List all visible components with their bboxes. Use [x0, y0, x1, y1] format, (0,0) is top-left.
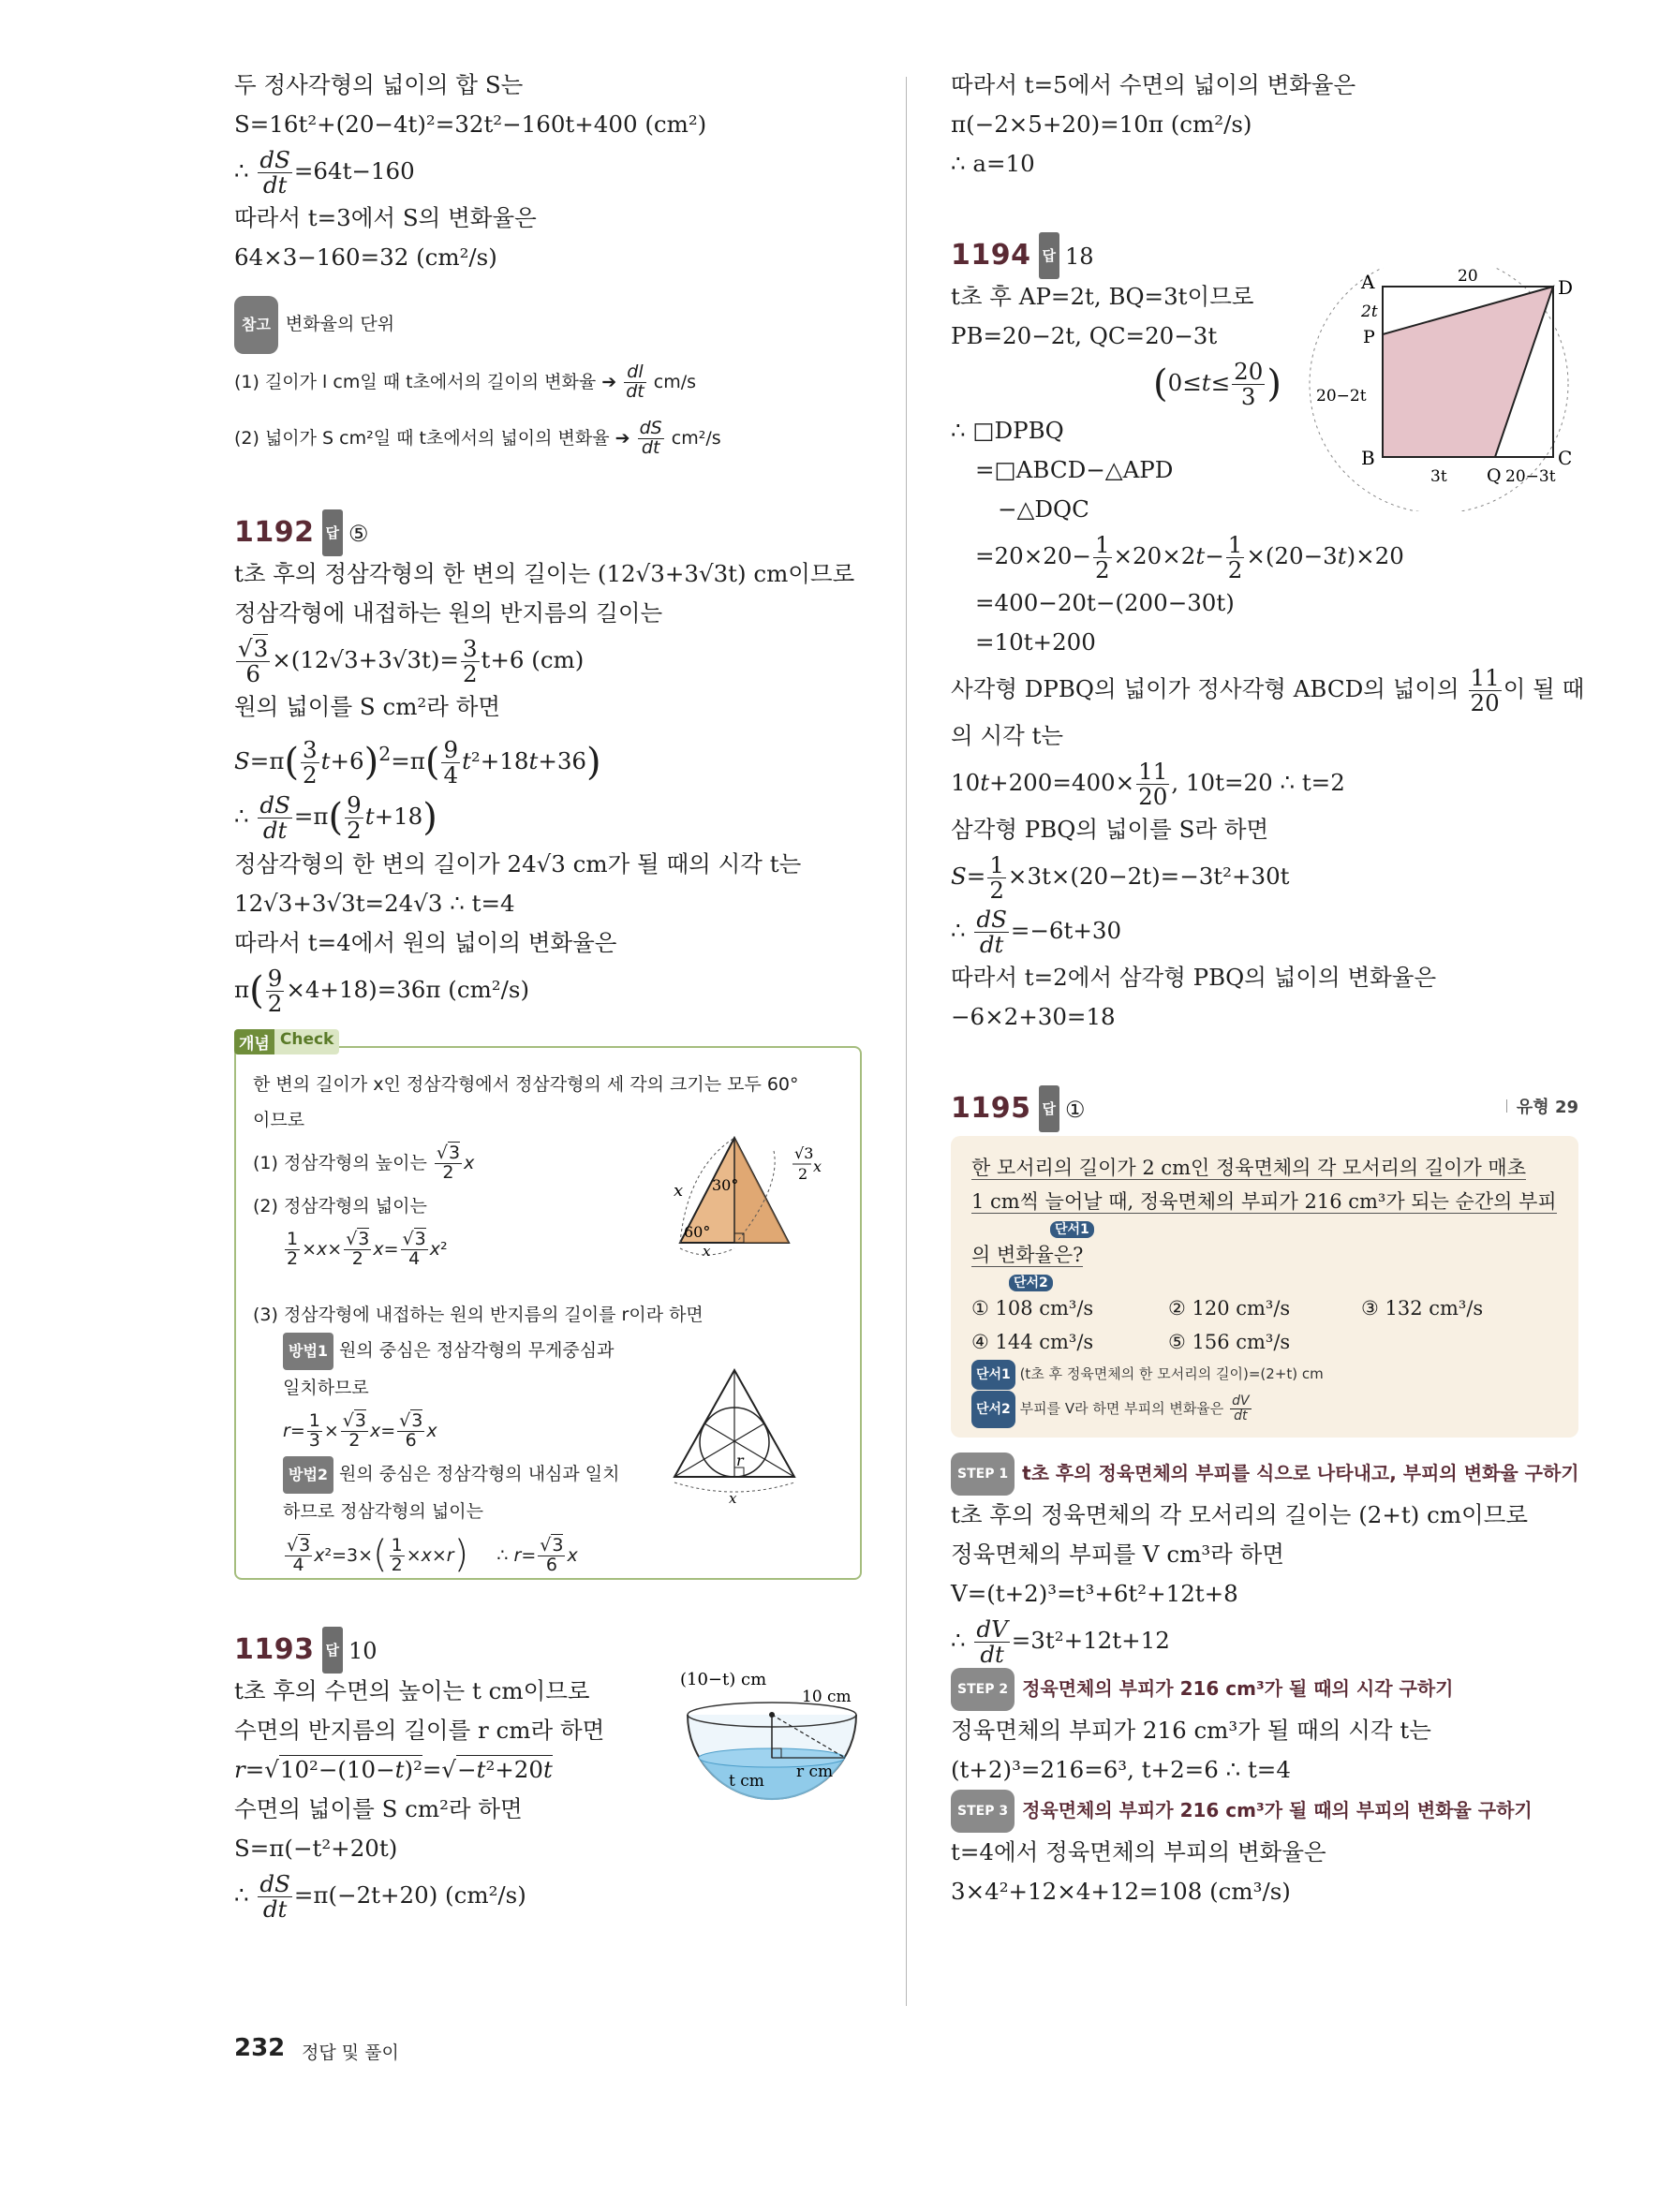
s3-line-1: t=4에서 정육면체의 부피의 변화율은: [951, 1838, 1326, 1865]
method-1-formula: r= $\frac{1}{3}$ × $\frac{√3}{2}$ x= $\frac{√3}{6}$ x: [283, 1410, 437, 1452]
check-line-2: 이므로: [253, 1110, 305, 1131]
concept-check-tag: 개념 Check: [234, 1029, 339, 1054]
svg-text:60°: 60°: [684, 1223, 711, 1242]
method-2-tag: 방법2: [283, 1456, 333, 1494]
note-title: 변화율의 단위: [285, 314, 395, 334]
option-1[interactable]: ① 108 cm³/s: [971, 1297, 1094, 1320]
svg-text:C: C: [1558, 447, 1573, 469]
svg-text:x: x: [674, 1181, 684, 1202]
step-1-heading: STEP 1 t초 후의 정육면체의 부피를 식으로 나타내고, 부피의 변화율 구하기: [951, 1453, 1578, 1496]
p1192-line-2: 정삼각형에 내접하는 원의 반지름의 길이는: [234, 599, 663, 627]
p1193-line-5: S=π(−t²+20t): [234, 1835, 398, 1863]
option-2[interactable]: ② 120 cm³/s: [1168, 1297, 1291, 1320]
svg-text:D: D: [1558, 276, 1574, 299]
p1194-line-10: 사각형 DPBQ의 넓이가 정사각형 ABCD의 넓이의 $\frac{11}{20}$ 이 될 때: [951, 664, 1585, 716]
svg-text:r: r: [736, 1452, 744, 1470]
svg-text:10 cm: 10 cm: [802, 1688, 852, 1707]
step-2-heading: STEP 2 정육면체의 부피가 216 cm³가 될 때의 시각 구하기: [951, 1668, 1578, 1711]
check-item-2: (2) 정삼각형의 넓이는: [253, 1196, 427, 1217]
intro-line-1: 두 정사각형의 넓이의 합 S는: [234, 71, 524, 98]
hint-2-line: 단서2 부피를 V라 하면 부피의 변화율은 $\frac{dV}{dt}$: [971, 1390, 1558, 1428]
p1192-line-8: 12√3+3√3t=24√3 ∴ t=4: [234, 890, 515, 918]
p1194-body: [951, 268, 1585, 1037]
p1194-line-14: S= $\frac{1}{2}$ ×3t×(20−2t)=−3t²+30t: [951, 851, 1290, 904]
svg-text:x: x: [813, 1158, 822, 1176]
problem-1193-header: 1193 답 10: [234, 1627, 862, 1672]
problem-1192-header: 1192 답 ⑤: [234, 509, 862, 554]
page-label: 정답 및 풀이: [302, 2042, 399, 2063]
s2-line-1: 정육면체의 부피가 216 cm³가 될 때의 시각 t는: [951, 1717, 1431, 1744]
inscribed-circle-figure: [669, 1364, 828, 1505]
p1194-line-7: =20×20− $\frac{1}{2}$ ×20×2t− $\frac{1}{2}$ ×(20−3t)×20: [975, 531, 1404, 583]
note-block: [234, 296, 862, 466]
svg-text:r cm: r cm: [796, 1762, 834, 1782]
svg-text:x: x: [729, 1490, 737, 1506]
svg-text:20−2t: 20−2t: [1316, 387, 1367, 406]
p1194-line-12: 10t+200=400× $\frac{11}{20}$ , 10t=20 ∴ t=2: [951, 758, 1345, 810]
p1193-line-2: 수면의 반지름의 길이를 r cm라 하면: [234, 1717, 605, 1745]
method-2-line-b: 하므로 정삼각형의 넓이는: [283, 1501, 483, 1523]
p1194-line-6: −△DQC: [998, 495, 1089, 523]
p1194-line-9: =10t+200: [975, 628, 1096, 656]
method-1-line-a: 방법1 원의 중심은 정삼각형의 무게중심과: [253, 1333, 843, 1370]
problem-1194-header: 1194 답 18: [951, 232, 1578, 277]
p1194-line-11: 의 시각 t는: [951, 722, 1064, 749]
p1194-line-15: ∴ $\frac{dS}{dt}$ =−6t+30: [951, 906, 1122, 958]
check-item-1: (1) 정삼각형의 높이는 $\frac{√3}{2}$ x: [253, 1143, 475, 1184]
column-divider: [906, 77, 907, 2006]
check-item-2-formula: $\frac{1}{2}$ ×x× $\frac{√3}{2}$ x= $\frac{√3}{4}$ x²: [287, 1229, 448, 1270]
svg-text:Q: Q: [1487, 465, 1502, 486]
p1192-line-7: 정삼각형의 한 변의 길이가 24√3 cm가 될 때의 시각 t는: [234, 850, 802, 878]
p1193-line-4: 수면의 넓이를 S cm²라 하면: [234, 1795, 523, 1823]
svg-text:2t: 2t: [1361, 302, 1378, 321]
left-column: [234, 66, 862, 1923]
s3-line-2: 3×4²+12×4+12=108 (cm³/s): [951, 1878, 1291, 1905]
option-4[interactable]: ④ 144 cm³/s: [971, 1331, 1094, 1353]
square-abcd-figure: [1303, 268, 1584, 511]
check-line-1: 한 변의 길이가 x인 정삼각형에서 정삼각형의 세 각의 크기는 모두 60°: [253, 1074, 799, 1096]
p1192-line-6: ∴ $\frac{dS}{dt}$ =π( $\frac{9}{2}$ t+18): [234, 791, 437, 845]
intro-line-3: ∴ $\frac{dS}{dt}$ =64t−160: [234, 146, 415, 199]
page-number: 232: [234, 2034, 286, 2062]
p1193-line-1: t초 후의 수면의 높이는 t cm이므로: [234, 1677, 590, 1705]
right-top-line-3: ∴ a=10: [951, 150, 1035, 177]
p1192-line-10: π( $\frac{9}{2}$ ×4+18)=36π (cm²/s): [234, 965, 530, 1018]
svg-text:x: x: [703, 1243, 711, 1261]
p1192-line-3: $\frac{√3}{6}$ ×(12√3+3√3t)= $\frac{3}{2}$ t+6 (cm): [238, 635, 585, 687]
p1193-line-6: ∴ $\frac{dS}{dt}$ =π(−2t+20) (cm²/s): [234, 1870, 526, 1924]
note-item-1: (1) 길이가 l cm일 때 t초에서의 길이의 변화율 ➔ $\frac{dl}{dt}$ cm/s: [234, 361, 697, 402]
p1194-line-1: t초 후 AP=2t, BQ=3t이므로: [951, 283, 1254, 310]
method-2-formula: $\frac{√3}{4}$ x²=3×( $\frac{1}{2}$ ×x×r) ∴ r= $\frac{√3}{6}$ x: [287, 1533, 578, 1577]
step-3-heading: STEP 3 정육면체의 부피가 216 cm³가 될 때의 부피의 변화율 구하기: [951, 1790, 1578, 1833]
s1-line-3: V=(t+2)³=t³+6t²+12t+8: [951, 1580, 1238, 1607]
p1192-line-9: 따라서 t=4에서 원의 넓이의 변화율은: [234, 929, 617, 957]
p1192-line-5: S=π( $\frac{3}{2}$ t+6)$^2$=π( $\frac{9}{4}$ t²+18t+36): [234, 736, 601, 789]
intro-line-5: 64×3−160=32 (cm²/s): [234, 243, 497, 271]
hint-1-line: 단서1 (t초 후 정육면체의 한 모서리의 길이)=(2+t) cm: [971, 1359, 1558, 1390]
intro-line-4: 따라서 t=3에서 S의 변화율은: [234, 204, 537, 231]
s2-line-2: (t+2)³=216=6³, t+2=6 ∴ t=4: [951, 1756, 1291, 1783]
right-top-line-1: 따라서 t=5에서 수면의 넓이의 변화율은: [951, 71, 1356, 98]
note-tag: 참고: [234, 296, 278, 354]
svg-text:3t: 3t: [1430, 467, 1447, 486]
p1192-line-1: t초 후의 정삼각형의 한 변의 길이는 (12√3+3√3t) cm이므로: [234, 560, 855, 587]
question-line-1: 한 모서리의 길이가 2 cm인 정육면체의 각 모서리의 길이가 매초: [971, 1157, 1526, 1179]
check-item-3: (3) 정삼각형에 내접하는 원의 반지름의 길이를 r이라 하면: [253, 1305, 704, 1326]
svg-text:P: P: [1363, 327, 1375, 347]
svg-text:20−3t: 20−3t: [1505, 467, 1556, 486]
right-top-line-2: π(−2×5+20)=10π (cm²/s): [951, 111, 1252, 138]
type-label: 유형 29: [1506, 1085, 1578, 1130]
p1194-line-16: 따라서 t=2에서 삼각형 PBQ의 넓이의 변화율은: [951, 964, 1437, 991]
p1194-line-4: ∴ □DPBQ: [951, 417, 1064, 444]
svg-text:B: B: [1361, 447, 1375, 469]
p1194-line-2: PB=20−2t, QC=20−3t: [951, 322, 1218, 349]
equilateral-triangle-figure: [669, 1130, 828, 1261]
svg-text:(10−t) cm: (10−t) cm: [680, 1670, 767, 1690]
note-item-2: (2) 넓이가 S cm²일 때 t초에서의 넓이의 변화율 ➔ $\frac{dS}{dt}$ cm²/s: [234, 418, 721, 458]
option-3[interactable]: ③ 132 cm³/s: [1361, 1297, 1484, 1320]
p1193-line-3: r=√10²−(10−t)²=√−t²+20t: [234, 1756, 553, 1784]
method-1-line-b: 일치하므로: [283, 1378, 369, 1399]
s1-line-1: t초 후의 정육면체의 각 모서리의 길이는 (2+t) cm이므로: [951, 1501, 1529, 1528]
hint-2-marker: 단서2: [971, 1272, 1558, 1291]
intro-line-2: S=16t²+(20−4t)²=32t²−160t+400 (cm²): [234, 111, 707, 138]
hint-1-marker: 단서1: [971, 1218, 1558, 1238]
p1194-line-5: =□ABCD−△APD: [975, 456, 1174, 483]
right-column: [951, 66, 1585, 1911]
s1-line-4: ∴ $\frac{dV}{dt}$ =3t²+12t+12: [951, 1615, 1170, 1668]
p1193-body: [234, 1672, 862, 1923]
svg-text:t cm: t cm: [729, 1772, 764, 1792]
p1192-line-4: 원의 넓이를 S cm²라 하면: [234, 693, 501, 720]
method-2-line-a: 방법2 원의 중심은 정삼각형의 내심과 일치: [253, 1456, 843, 1494]
options-row-2: [971, 1325, 1558, 1359]
svg-text:2: 2: [798, 1165, 808, 1184]
svg-text:20: 20: [1458, 268, 1478, 286]
svg-text:A: A: [1361, 271, 1375, 293]
problem-1195-header: 1195 답 ① 유형 29: [951, 1085, 1578, 1130]
p1194-line-3: (0≤t≤ $\frac{20}{3}$ ): [1153, 358, 1281, 410]
concept-check-box: [234, 1030, 862, 1580]
p1194-line-13: 삼각형 PBQ의 넓이를 S라 하면: [951, 816, 1269, 843]
p1194-line-17: −6×2+30=18: [951, 1003, 1116, 1030]
question-line-2: 1 cm씩 늘어날 때, 정육면체의 부피가 216 cm³가 되는 순간의 부피: [971, 1190, 1557, 1213]
svg-text:30°: 30°: [712, 1176, 739, 1195]
p1194-line-8: =400−20t−(200−30t): [975, 589, 1235, 616]
options-row-1: [971, 1291, 1558, 1325]
s1-line-2: 정육면체의 부피를 V cm³라 하면: [951, 1541, 1284, 1568]
hemisphere-bowl-figure: [680, 1664, 867, 1814]
question-box: [951, 1136, 1578, 1438]
svg-text:√3: √3: [794, 1144, 814, 1163]
method-1-tag: 방법1: [283, 1333, 333, 1370]
option-5[interactable]: ⑤ 156 cm³/s: [1168, 1331, 1291, 1353]
question-line-3: 의 변화율은?: [971, 1244, 1084, 1266]
